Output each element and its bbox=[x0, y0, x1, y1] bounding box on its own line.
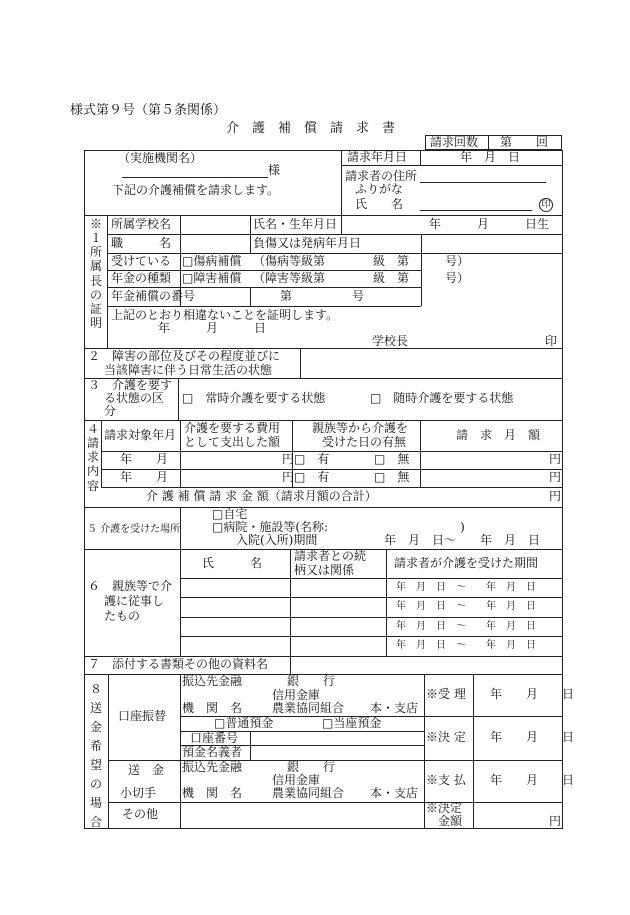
row2-no-checkbox[interactable]: □ 無 bbox=[374, 470, 410, 484]
benefit-received-label: 受けている bbox=[111, 254, 172, 268]
bank-dest-line2: 機 関 名 bbox=[182, 701, 243, 715]
certify-text: 上記のとおり相違ないことを証明します。 bbox=[111, 308, 339, 322]
pension-number-value[interactable]: 第 号 bbox=[280, 289, 365, 303]
claim-date-value[interactable]: 年 月 日 bbox=[460, 150, 521, 164]
account-number-label: 口座番号 bbox=[190, 731, 239, 745]
account-transfer-label: 口座振替 bbox=[118, 709, 167, 723]
total-claim-label: 介 護 補 償 請 求 金 額（請求月額の合計） bbox=[146, 489, 377, 503]
sama-text: 様 bbox=[268, 163, 281, 177]
address-label: 請求者の住所 bbox=[345, 169, 418, 183]
remit-type-shinyo[interactable]: 信用金庫 bbox=[272, 773, 321, 787]
agency-name-field[interactable] bbox=[122, 177, 268, 178]
section7-label: ７ 添付する書類その他の資料名 bbox=[88, 657, 269, 671]
school-name-label: 所属学校名 bbox=[111, 217, 172, 231]
row2-yes-checkbox[interactable]: □ 有 bbox=[294, 470, 330, 484]
section5-label: ５ 介護を受けた場所 bbox=[87, 524, 181, 535]
col-received-line1: 親族等から介護を bbox=[312, 421, 409, 435]
remit-type-nokyo[interactable]: 農業協同組合 bbox=[272, 786, 345, 800]
row2-month[interactable]: 年 月 bbox=[120, 470, 169, 484]
relative-period-row3[interactable]: 年 月 日 ～ 年 月 日 bbox=[396, 621, 536, 632]
form-number: 様式第９号（第５条関係） bbox=[70, 103, 227, 118]
claimant-name-field[interactable] bbox=[420, 210, 532, 211]
receipt-label: ※受 理 bbox=[426, 687, 466, 701]
section6-line1: ６ 親族等で介 bbox=[88, 579, 173, 593]
col-relation-line1: 請求者との続 bbox=[294, 549, 367, 563]
col-cost-line1: 介護を要する費用 bbox=[184, 421, 281, 435]
bank-type-shinyo[interactable]: 信用金庫 bbox=[272, 688, 321, 702]
section8-label: ８送金希望の場合 bbox=[89, 682, 102, 829]
col-received-line2: 受けた日の有無 bbox=[322, 435, 407, 449]
pension-type-label: 年金の種類 bbox=[111, 271, 172, 285]
pension-number-label: 年金補償の番号 bbox=[111, 289, 196, 303]
decided-amount-line1: ※決定 bbox=[426, 801, 463, 815]
row2-cost-yen: 円 bbox=[282, 470, 295, 484]
form-title: 介 護 補 償 請 求 書 bbox=[226, 121, 396, 136]
disability-comp-checkbox[interactable]: □障害補償 bbox=[182, 271, 242, 285]
name-birth-label: 氏名・生年月日 bbox=[253, 217, 338, 231]
payment-date[interactable]: 年 月 日 bbox=[490, 773, 575, 787]
relative-period-row4[interactable]: 年 月 日 ～ 年 月 日 bbox=[396, 640, 536, 651]
receipt-date[interactable]: 年 月 日 bbox=[490, 687, 575, 701]
furigana-label: ふりがな bbox=[355, 182, 404, 196]
occasional-care-option[interactable]: □ 随時介護を要する状態 bbox=[370, 391, 514, 405]
account-holder-label: 預金名義者 bbox=[182, 745, 243, 759]
row1-no-checkbox[interactable]: □ 無 bbox=[374, 452, 410, 466]
section4-label: ４請求内容 bbox=[86, 422, 99, 493]
col-relative-name: 氏 名 bbox=[202, 556, 263, 570]
soukin-label: 送 金 bbox=[128, 763, 165, 777]
claim-date-label: 請求年月日 bbox=[347, 150, 408, 164]
toza-checkbox[interactable]: □当座預金 bbox=[322, 716, 382, 730]
injury-grade-text: （傷病等級第 級 第 号） bbox=[253, 254, 470, 268]
injury-comp-checkbox[interactable]: □傷病補償 bbox=[182, 254, 242, 268]
remit-branch-label: 本・支店 bbox=[370, 786, 419, 800]
bank-type-ginko[interactable]: 銀 行 bbox=[287, 674, 336, 688]
occupation-label: 職 名 bbox=[111, 236, 172, 250]
claimant-name-label: 氏 名 bbox=[355, 197, 404, 211]
section2-line1: ２ 障害の部位及びその程度並びに bbox=[88, 349, 281, 363]
section1-label: ※１所属長の証明 bbox=[89, 217, 102, 331]
row2-amount-yen: 円 bbox=[549, 470, 562, 484]
admission-period-label: 入院(入所)期間 bbox=[236, 533, 318, 547]
col-cost-line2: として支出した額 bbox=[184, 435, 281, 449]
relative-period-row1[interactable]: 年 月 日 ～ 年 月 日 bbox=[396, 582, 536, 593]
claim-count-value[interactable]: 第 回 bbox=[500, 135, 549, 149]
admission-period-value[interactable]: 年 月 日～ 年 月 日 bbox=[384, 533, 541, 547]
hospital-checkbox[interactable]: □病院・施設等(名称: ) bbox=[212, 520, 465, 534]
futsu-checkbox[interactable]: □普通預金 bbox=[214, 716, 274, 730]
principal-seal: 印 bbox=[545, 334, 558, 348]
decision-date[interactable]: 年 月 日 bbox=[490, 730, 575, 744]
row1-amount-yen: 円 bbox=[549, 452, 562, 466]
relative-period-row2[interactable]: 年 月 日 ～ 年 月 日 bbox=[396, 601, 536, 612]
row1-yes-checkbox[interactable]: □ 有 bbox=[294, 452, 330, 466]
constant-care-option[interactable]: □ 常時介護を要する状態 bbox=[182, 391, 326, 405]
other-label: その他 bbox=[122, 807, 159, 821]
col-relation-line2: 柄又は関係 bbox=[294, 563, 355, 577]
section6-line2: 護に従事し bbox=[104, 594, 165, 608]
row1-cost-yen: 円 bbox=[282, 452, 295, 466]
col-claim-amount: 請 求 月 額 bbox=[456, 428, 541, 442]
row1-month[interactable]: 年 月 bbox=[120, 452, 169, 466]
branch-label: 本・支店 bbox=[370, 701, 419, 715]
decision-label: ※決 定 bbox=[426, 730, 466, 744]
bank-dest-line1: 振込先金融 bbox=[182, 674, 243, 688]
section3-line2: る状態の区 bbox=[104, 391, 165, 405]
remit-type-ginko[interactable]: 銀 行 bbox=[287, 760, 336, 774]
birth-date-value[interactable]: 年 月 日生 bbox=[429, 217, 550, 231]
kogitte-label: 小切手 bbox=[120, 786, 157, 800]
home-checkbox[interactable]: □自宅 bbox=[212, 507, 248, 521]
section6-line3: たもの bbox=[104, 609, 141, 623]
section3-line1: ３ 介護を要す bbox=[88, 378, 173, 392]
agency-label: （実施機関名） bbox=[118, 151, 203, 165]
certify-date[interactable]: 年 月 日 bbox=[158, 321, 267, 335]
col-care-period: 請求者が介護を受けた期間 bbox=[394, 556, 539, 570]
principal-label: 学校長 bbox=[372, 334, 409, 348]
section2-line2: 当該障害に伴う日常生活の状態 bbox=[104, 363, 273, 377]
request-text: 下記の介護補償を請求します。 bbox=[112, 183, 280, 197]
remit-bank-line1: 振込先金融 bbox=[182, 760, 243, 774]
seal-mark: 印 bbox=[539, 198, 553, 212]
address-field[interactable] bbox=[420, 182, 546, 183]
remit-bank-line2: 機 関 名 bbox=[182, 786, 243, 800]
decided-amount-line2: 金額 bbox=[438, 814, 463, 828]
claim-count-label: 請求回数 bbox=[430, 135, 479, 149]
col-target-month: 請求対象年月 bbox=[104, 428, 177, 442]
injury-date-label: 負傷又は発病年月日 bbox=[253, 236, 362, 250]
disability-grade-text: （障害等級第 級 第 号） bbox=[253, 271, 470, 285]
section3-line3: 分 bbox=[104, 404, 117, 418]
decided-amount-yen: 円 bbox=[549, 814, 562, 828]
total-claim-yen: 円 bbox=[549, 489, 562, 503]
bank-type-nokyo[interactable]: 農業協同組合 bbox=[272, 701, 345, 715]
payment-label: ※支 払 bbox=[426, 773, 466, 787]
